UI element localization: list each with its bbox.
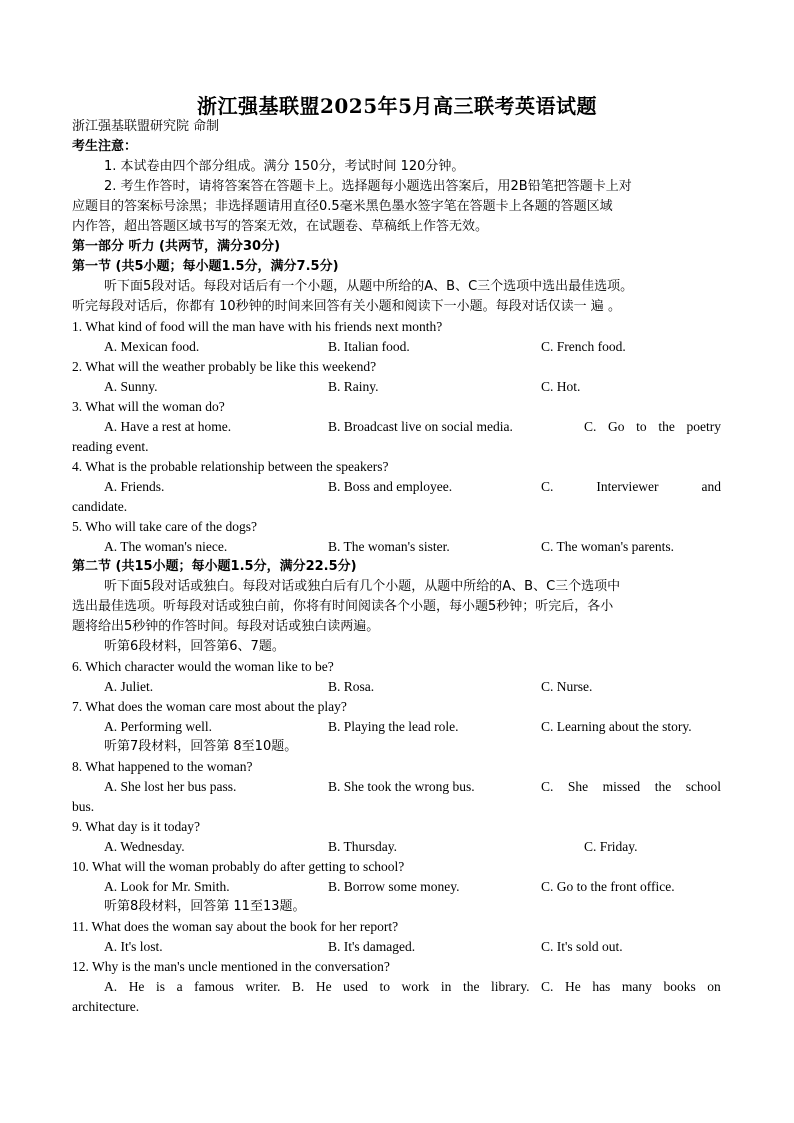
- option-c: C. Hot.: [541, 379, 581, 394]
- option-c-continued: bus.: [72, 799, 95, 814]
- option-b: B. The woman's sister.: [328, 539, 450, 554]
- notice-line: 1. 本试卷由四个部分组成。满分 150分，考试时间 120分钟。: [104, 159, 465, 174]
- option-c: C. Go to the front office.: [541, 879, 675, 894]
- instruction-line: 听完每段对话后，你都有 10秒钟的时间来回答有关小题和阅读下一小题。每段对话仅读一 遍 。: [72, 299, 621, 314]
- option-a: A. The woman's niece.: [104, 539, 228, 554]
- option-b: B. Rainy.: [328, 379, 379, 394]
- option-c: C. Learning about the story.: [541, 719, 692, 734]
- question-9: 9. What day is it today?: [72, 819, 200, 834]
- question-1: 1. What kind of food will the man have with his friends next month?: [72, 319, 443, 334]
- option-c: C. The woman's parents.: [541, 539, 675, 554]
- option-b: B. It's damaged.: [328, 939, 416, 954]
- part-heading: 第一部分 听力 (共两节，满分30分): [72, 239, 281, 254]
- section-heading: 第二节 (共15小题；每小题1.5分，满分22.5分): [72, 559, 357, 574]
- word: He: [565, 979, 581, 994]
- notice-line: 2. 考生作答时，请将答案答在答题卡上。选择题每小题选出答案后，用2B铅笔把答题卡上对: [104, 179, 632, 194]
- word: to: [379, 979, 390, 994]
- question-12-options: [104, 977, 721, 997]
- word: on: [707, 979, 721, 994]
- word: missed: [602, 779, 641, 794]
- option-c-continued: candidate.: [72, 499, 128, 514]
- option-c: C. It's sold out.: [541, 939, 623, 954]
- option-a: A. Friends.: [104, 479, 165, 494]
- option-a: A. Look for Mr. Smith.: [104, 879, 230, 894]
- word: a: [176, 979, 183, 994]
- word: school: [685, 779, 721, 794]
- word: writer.: [245, 979, 281, 994]
- option-a: A. Have a rest at home.: [104, 419, 232, 434]
- section-heading: 第一节 (共5小题；每小题1.5分，满分7.5分): [72, 259, 339, 274]
- question-6: 6. Which character would the woman like to be?: [72, 659, 334, 674]
- option-a: A. It's lost.: [104, 939, 163, 954]
- word: C.: [541, 979, 554, 994]
- option-c-continued: reading event.: [72, 439, 149, 454]
- word: the: [654, 779, 672, 794]
- option-c: C. Friday.: [584, 839, 638, 854]
- word: C.: [541, 779, 554, 794]
- question-7: 7. What does the woman care most about the play?: [72, 699, 347, 714]
- option-a: A. She lost her bus pass.: [104, 779, 237, 794]
- exam-title: 浙江强基联盟2025年5月高三联考英语试题: [196, 94, 598, 118]
- instruction-line: 听下面5段对话。每段对话后有一个小题，从题中所给的A、B、C三个选项中选出最佳选项。: [104, 279, 634, 294]
- word: work: [401, 979, 430, 994]
- option-b: B. Boss and employee.: [328, 479, 453, 494]
- word: in: [440, 979, 452, 994]
- question-3: 3. What will the woman do?: [72, 399, 225, 414]
- word: books: [663, 979, 696, 994]
- word: is: [156, 979, 166, 994]
- question-5: 5. Who will take care of the dogs?: [72, 519, 257, 534]
- word: the: [462, 979, 480, 994]
- word: used: [343, 979, 368, 994]
- material-label: 听第8段材料，回答第 11至13题。: [104, 899, 306, 914]
- option-c: [584, 417, 721, 437]
- option-b: B. Italian food.: [328, 339, 410, 354]
- word: to: [636, 419, 647, 434]
- option-c: [541, 477, 721, 497]
- option-a: A. Sunny.: [104, 379, 158, 394]
- option-c-continued: architecture.: [72, 999, 140, 1014]
- material-label: 听第7段材料，回答第 8至10题。: [104, 739, 298, 754]
- word: famous: [194, 979, 234, 994]
- option-a: A. Wednesday.: [104, 839, 185, 854]
- word: B.: [291, 979, 305, 994]
- option-b: B. Rosa.: [328, 679, 375, 694]
- material-label: 听第6段材料，回答第6、7题。: [104, 639, 285, 654]
- question-12: 12. Why is the man's uncle mentioned in the conversation?: [72, 959, 390, 974]
- question-8: 8. What happened to the woman?: [72, 759, 253, 774]
- instruction-line: 题将给出5秒钟的作答时间。每段对话或独白读两遍。: [72, 619, 380, 634]
- word: library.: [491, 979, 530, 994]
- question-4: 4. What is the probable relationship between the speakers?: [72, 459, 389, 474]
- option-a: A. Performing well.: [104, 719, 212, 734]
- option-b: B. Borrow some money.: [328, 879, 460, 894]
- notice-line: 应题目的答案标号涂黑；非选择题请用直径0.5毫米黑色墨水签字笔在答题卡上各题的答题区域: [72, 199, 613, 214]
- option-b: B. Broadcast live on social media.: [328, 419, 513, 434]
- word: poetry: [686, 419, 721, 434]
- instruction-line: 选出最佳选项。听每段对话或独白前，你将有时间阅读各个小题，每小题5秒钟；听完后，各小: [72, 599, 614, 614]
- option-a: A. Mexican food.: [104, 339, 200, 354]
- notice-line: 内作答，超出答题区域书写的答案无效，在试题卷、草稿纸上作答无效。: [72, 219, 489, 234]
- option-c: C. Nurse.: [541, 679, 593, 694]
- word: Interviewer: [596, 479, 659, 494]
- word: the: [658, 419, 675, 434]
- notice-title: 考生注意：: [72, 139, 138, 154]
- instruction-line: 听下面5段对话或独白。每段对话或独白后有几个小题，从题中所给的A、B、C三个选项中: [104, 579, 621, 594]
- option-c: C. French food.: [541, 339, 626, 354]
- word: has: [592, 979, 611, 994]
- option-c: [541, 777, 721, 797]
- option-b: B. She took the wrong bus.: [328, 779, 475, 794]
- word: He: [128, 979, 145, 994]
- option-b: B. Thursday.: [328, 839, 397, 854]
- word: C.: [541, 479, 554, 494]
- question-2: 2. What will the weather probably be like this weekend?: [72, 359, 377, 374]
- word: C.: [584, 419, 597, 434]
- word: and: [701, 479, 721, 494]
- word: Go: [608, 419, 625, 434]
- option-b: B. Playing the lead role.: [328, 719, 459, 734]
- option-a: A. Juliet.: [104, 679, 154, 694]
- word: A.: [104, 979, 118, 994]
- word: many: [621, 979, 652, 994]
- word: He: [315, 979, 332, 994]
- question-11: 11. What does the woman say about the book for her report?: [72, 919, 399, 934]
- question-10: 10. What will the woman probably do after getting to school?: [72, 859, 405, 874]
- word: She: [567, 779, 589, 794]
- author-line: 浙江强基联盟研究院 命制: [72, 119, 220, 134]
